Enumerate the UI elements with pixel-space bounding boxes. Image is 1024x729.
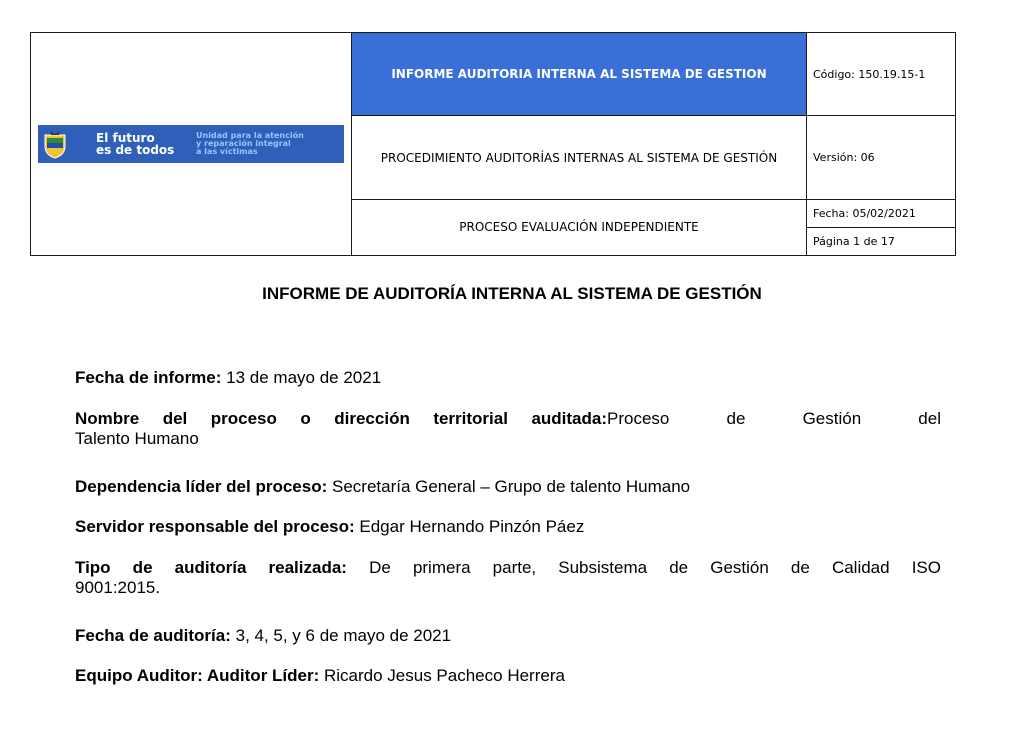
field-label: Dependencia líder del proceso:	[75, 477, 328, 496]
audited-process-field	[75, 409, 941, 449]
field-value: Proceso de Gestión del	[607, 409, 941, 428]
procedure-name: PROCEDIMIENTO AUDITORÍAS INTERNAS AL SISTEMA DE GESTIÓN	[352, 116, 807, 199]
document-version: Versión: 06	[807, 116, 956, 199]
field-value: 3, 4, 5, y 6 de mayo de 2021	[235, 626, 452, 645]
document-header-table	[30, 32, 956, 256]
document-date: Fecha: 05/02/2021	[807, 199, 956, 227]
field-line	[75, 558, 941, 578]
audit-team-field	[75, 666, 941, 686]
report-title: INFORME DE AUDITORÍA INTERNA AL SISTEMA DE GESTIÓN	[262, 284, 762, 303]
field-value: De primera parte, Subsistema de Gestión de Calidad ISO	[369, 558, 941, 577]
report-date-field	[75, 368, 941, 388]
field-value: 13 de mayo de 2021	[226, 368, 382, 387]
field-label: Nombre del proceso o dirección territorial auditada:	[75, 409, 607, 428]
field-line	[75, 409, 941, 429]
logo-unit-name: Unidad para la atención y reparación integral a las víctimas	[196, 131, 304, 156]
organization-logo	[38, 125, 344, 163]
audit-type-field	[75, 558, 941, 598]
audit-date-field	[75, 626, 941, 646]
page-number: Página 1 de 17	[807, 227, 956, 255]
responsible-officer-field	[75, 517, 941, 537]
field-value-continued: Talento Humano	[75, 429, 199, 448]
report-type-banner: INFORME AUDITORIA INTERNA AL SISTEMA DE GESTION	[352, 33, 807, 116]
field-value: Secretaría General – Grupo de talento Humano	[331, 477, 691, 496]
logo-slogan: El futuro es de todos	[96, 131, 175, 157]
logo-cell	[31, 33, 352, 256]
document-code: Código: 150.19.15-1	[807, 33, 956, 116]
process-name: PROCESO EVALUACIÓN INDEPENDIENTE	[352, 199, 807, 255]
coat-of-arms-icon	[38, 125, 72, 163]
field-value: Edgar Hernando Pinzón Páez	[359, 517, 585, 536]
lead-department-field	[75, 477, 941, 497]
field-value-continued: 9001:2015.	[75, 578, 161, 597]
field-value: Ricardo Jesus Pacheco Herrera	[324, 666, 565, 685]
field-label: Fecha de auditoría:	[75, 626, 231, 645]
field-label: Fecha de informe:	[75, 368, 222, 387]
field-label: Tipo de auditoría realizada:	[75, 558, 347, 577]
field-label: Equipo Auditor: Auditor Líder:	[75, 666, 320, 685]
field-label: Servidor responsable del proceso:	[75, 517, 355, 536]
